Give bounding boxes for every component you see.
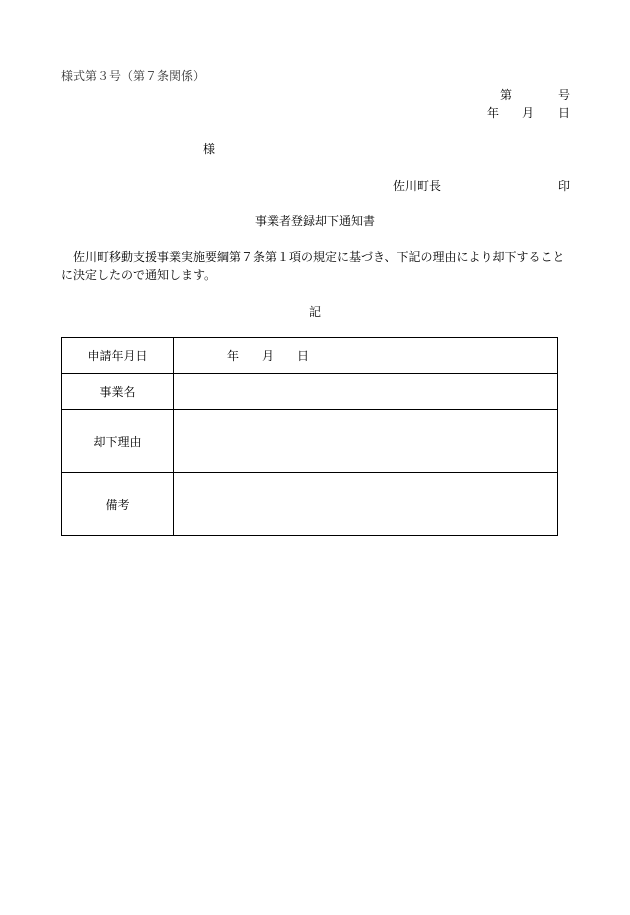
issue-date-year: 年 <box>487 106 500 120</box>
remarks-field <box>174 473 558 536</box>
row-label-rejection-reason: 却下理由 <box>62 410 174 473</box>
row-label-remarks: 備考 <box>62 473 174 536</box>
application-date-month: 月 <box>262 349 275 363</box>
table-row <box>62 473 558 536</box>
rejection-reason-field <box>174 410 558 473</box>
issue-date-day: 日 <box>558 106 571 120</box>
recipient-honorific: 様 <box>203 142 216 156</box>
application-date-field <box>174 338 558 374</box>
row-label-application-date: 申請年月日 <box>62 338 174 374</box>
form-number: 様式第３号（第７条関係） <box>61 69 206 83</box>
seal-mark: 印 <box>558 179 571 193</box>
table-row <box>62 338 558 374</box>
doc-number-suffix: 号 <box>558 88 571 102</box>
application-date-day: 日 <box>297 349 310 363</box>
details-table <box>61 337 558 536</box>
notice-body: 佐川町移動支援事業実施要綱第７条第１項の規定に基づき、下記の理由により却下することに決定したので通知します。 <box>61 250 565 282</box>
doc-number-prefix: 第 <box>500 88 513 102</box>
document-title: 事業者登録却下通知書 <box>254 214 375 228</box>
business-name-field <box>174 374 558 410</box>
application-date-year: 年 <box>227 349 240 363</box>
row-label-business-name: 事業名 <box>62 374 174 410</box>
sender-name: 佐川町長 <box>393 179 442 193</box>
issue-date-month: 月 <box>522 106 535 120</box>
ki-heading: 記 <box>308 305 321 319</box>
table-row <box>62 374 558 410</box>
table-row <box>62 410 558 473</box>
